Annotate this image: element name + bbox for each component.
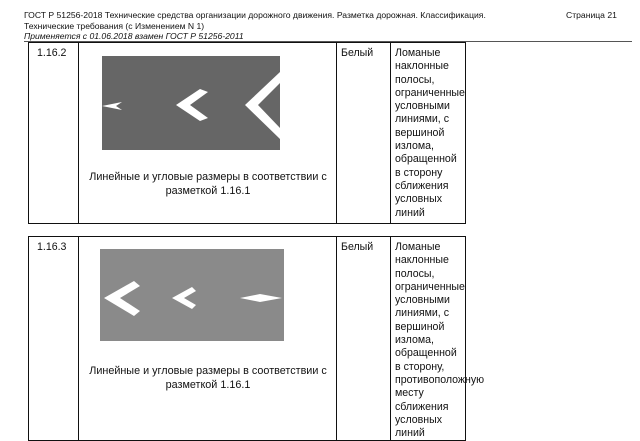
marking-number: 1.16.3 xyxy=(29,237,79,441)
marking-description: Ломаные наклонные полосы, ограниченные условными линиями, с вершиной излома, обращенной в сторону, противоположную месту сближения условных линий xyxy=(391,237,466,441)
marking-color: Белый xyxy=(337,43,391,224)
marking-1-16-2-image xyxy=(102,56,280,150)
document-header xyxy=(24,10,624,42)
marking-caption: Линейные и угловые размеры в соответствии с разметкой 1.16.1 xyxy=(89,365,327,391)
page-number: Страница 21 xyxy=(566,10,617,20)
document-subtitle: Технические требования (с Изменением N 1) xyxy=(24,20,205,31)
table-row xyxy=(28,42,466,224)
marking-illustration-cell xyxy=(79,237,337,441)
marking-description: Ломаные наклонные полосы, ограниченные условными линиями, с вершиной излома, обращенной в сторону сближения условных линий xyxy=(391,43,466,224)
marking-number: 1.16.2 xyxy=(29,43,79,224)
marking-1-16-3-image xyxy=(100,249,284,341)
marking-illustration-cell xyxy=(79,43,337,224)
marking-color: Белый xyxy=(337,237,391,441)
document-applied-note: Применяется с 01.06.2018 взамен ГОСТ Р 51256-2011 xyxy=(24,31,244,41)
document-title: ГОСТ Р 51256-2018 Технические средства организации дорожного движения. Разметка дорожная. Классификация. xyxy=(24,10,486,20)
marking-caption: Линейные и угловые размеры в соответствии с разметкой 1.16.1 xyxy=(89,171,327,197)
table-row xyxy=(28,236,485,441)
